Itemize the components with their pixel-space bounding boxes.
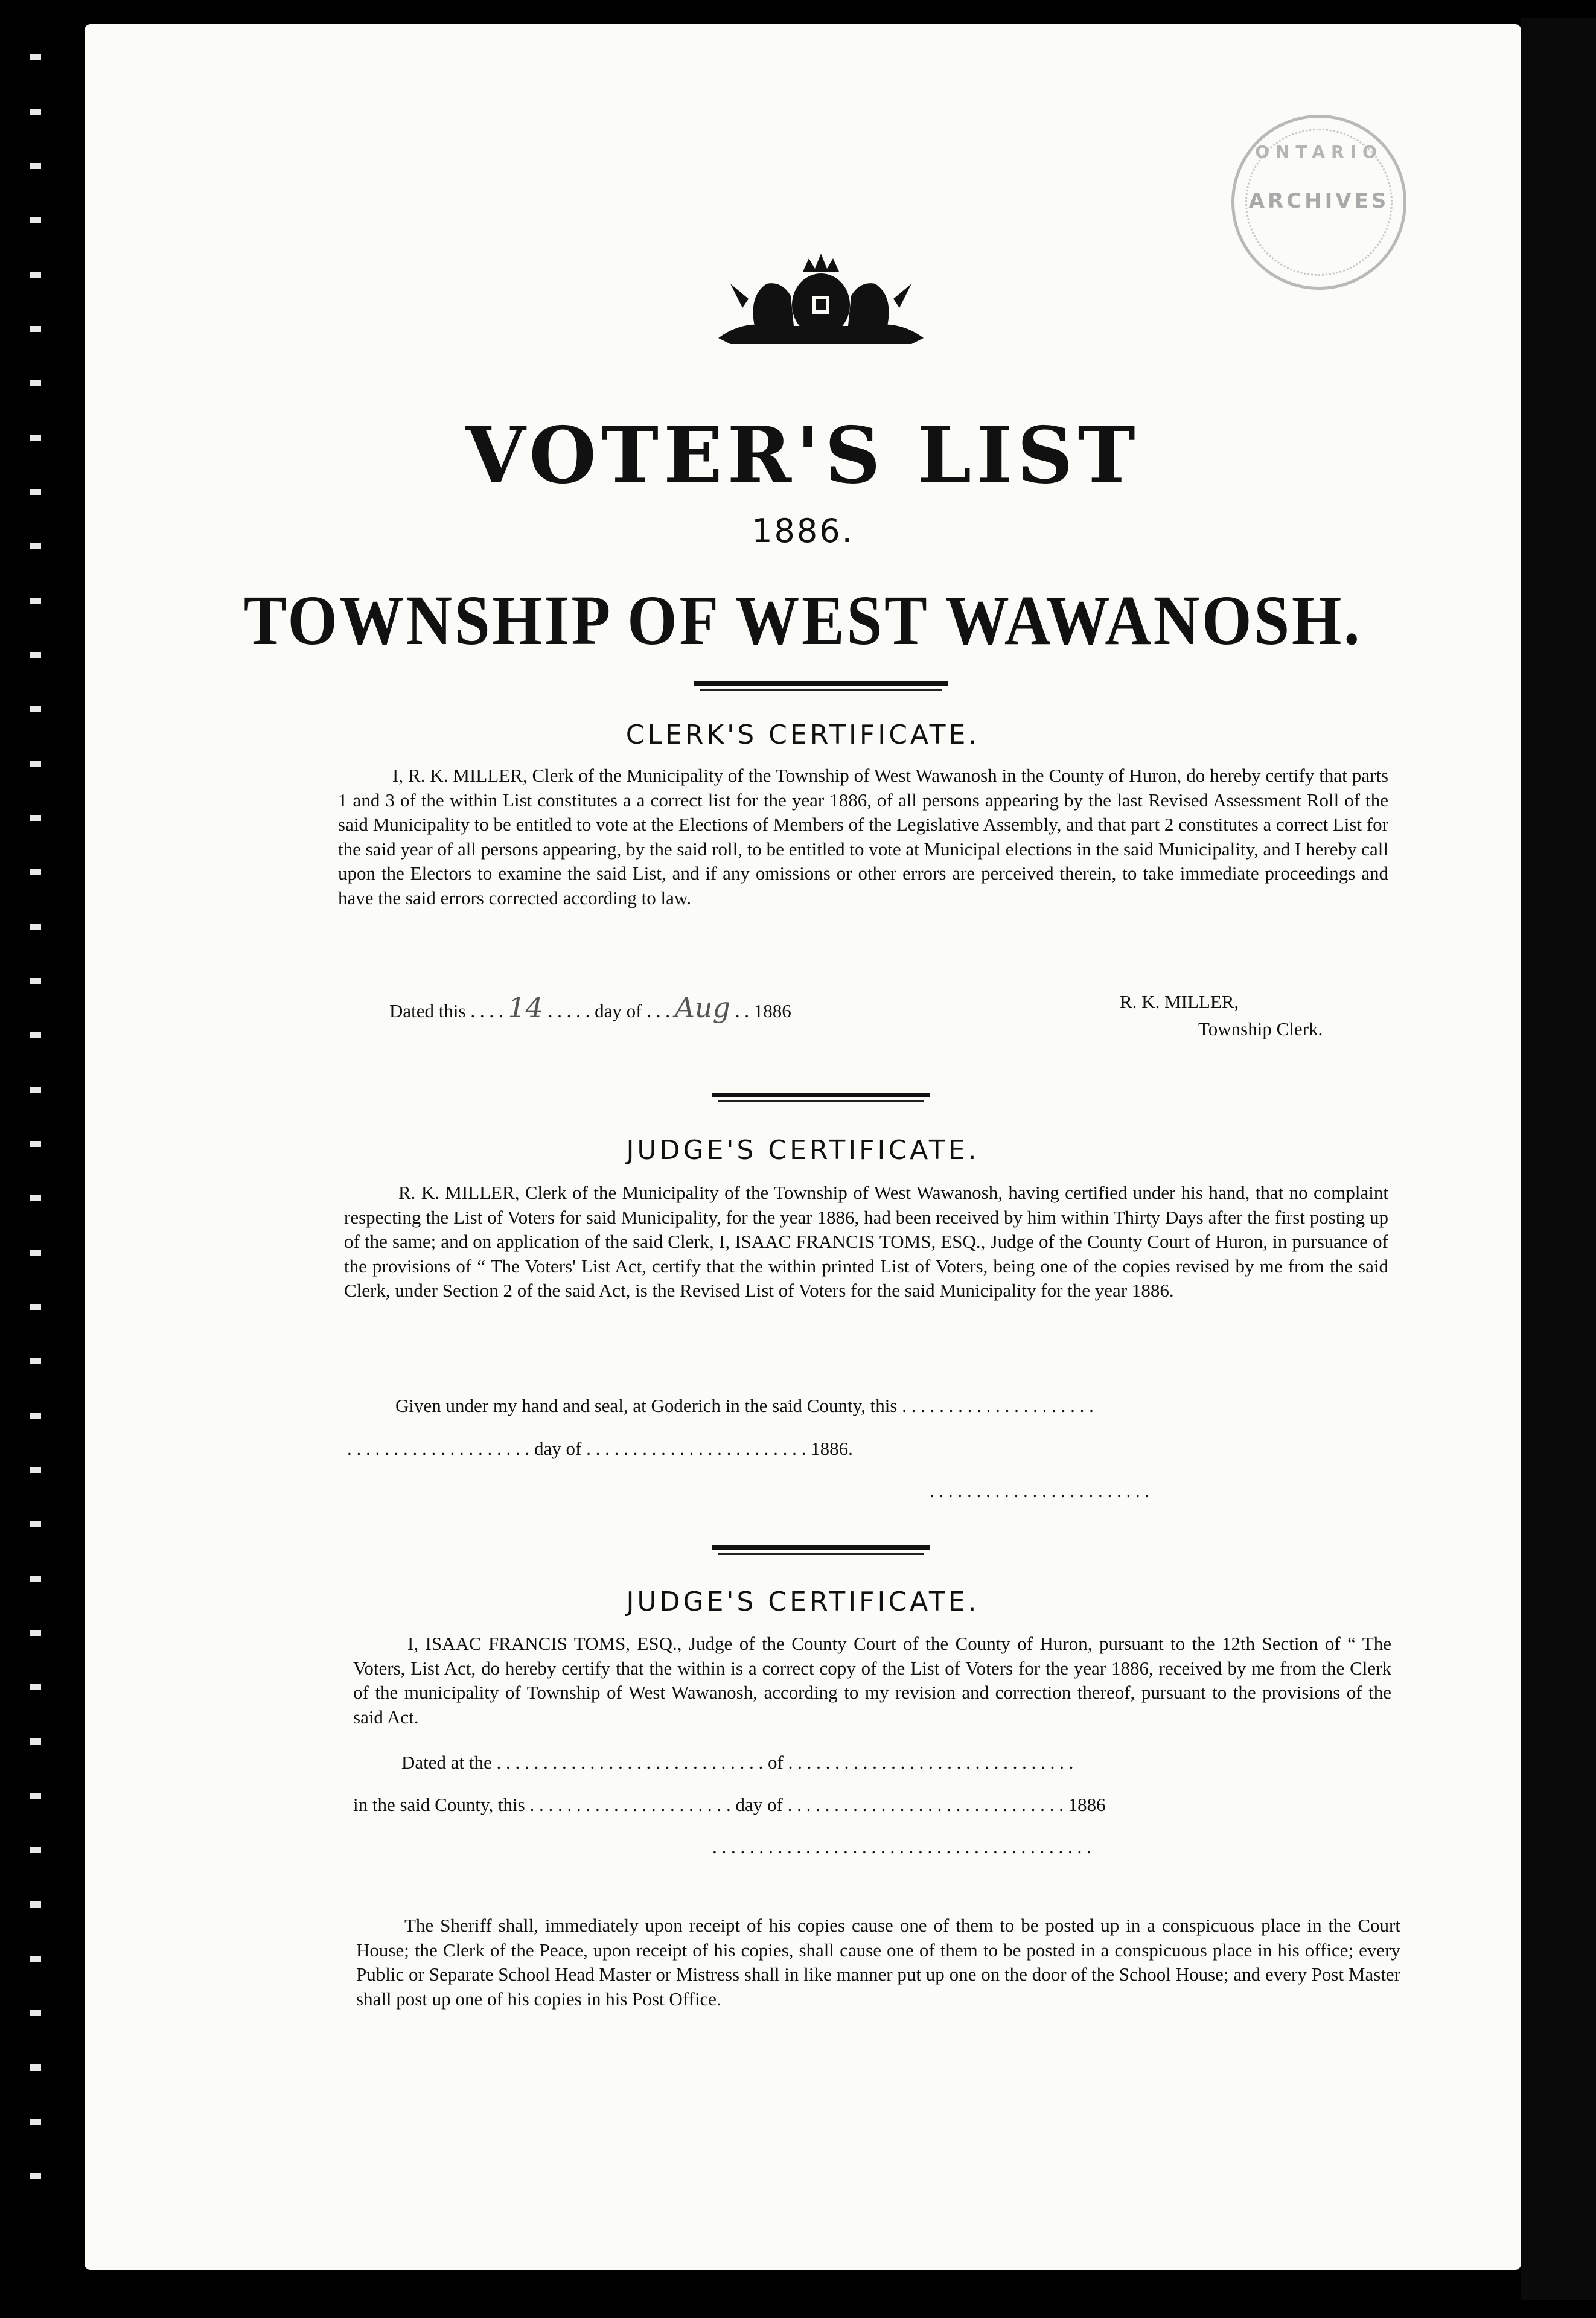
sheriff-notice-text: The Sheriff shall, immediately upon receipt of his copies cause one of them to be posted up in a conspicuous place in the Court House; the Clerk of the Peace, upon receipt of his copies, shall cause one of them to be posted in a conspicuous place in his office; every Public or Separate School Head Master or Mistress shall in like manner put up one on the door of the School House; and every Post Master shall post up one of his copies in his Post Office. (356, 1915, 1400, 2010)
clerk-certificate-text: I, R. K. MILLER, Clerk of the Municipality of the Township of West Wawanosh in the County of Huron, do hereby certify that parts 1 and 3 of the within List constitutes a a correct list for the year 1886, of all persons appearing by the last Revised Assessment Roll of the said Municipality to be entitled to vote at the Elections of Members of the Legislative Assembly, and that part 2 constitutes a correct List for the said year of all persons appearing, by the said roll, to be entitled to vote at Municipal elections in the said Municipality, and I hereby call upon the Electors to examine the said List, and if any omissions or other errors are perceived therein, to take immediate proceedings and have the said errors corrected according to law. (338, 765, 1388, 908)
film-edge (1521, 18, 1596, 2300)
divider (712, 1093, 930, 1097)
handwritten-month: Aug (674, 991, 730, 1024)
township-name: TOWNSHIP OF WEST WAWANOSH. (243, 581, 1362, 660)
judge-signature-line: . . . . . . . . . . . . . . . . . . . . . . . . (930, 1480, 1150, 1501)
judge-certificate-2-text: I, ISAAC FRANCIS TOMS, ESQ., Judge of the County Court of the County of Huron, pursuant to the 12th Section of “ The Voters, List Act, do hereby certify that the within is a correct copy of the List of Voters for the year 1886, received by me from the Clerk of the municipality of Township of West Wawanosh, according to my revision and correction thereof, pursuant to the provisions of the said Act. (353, 1633, 1391, 1728)
page-title: VOTER'S LIST (465, 410, 1140, 501)
clerk-certificate-heading: CLERK'S CERTIFICATE. (625, 720, 980, 750)
dated-at-line: Dated at the . . . . . . . . . . . . . . . . . . . . . . . . . . . . . of . . . . . . . . . . . . . . . . . . . . . . . . . . . . . . . (401, 1752, 1074, 1773)
judge-certificate-heading: JUDGE'S CERTIFICATE. (626, 1135, 980, 1166)
judge-certificate-2-heading: JUDGE'S CERTIFICATE. (626, 1586, 980, 1617)
handwritten-day: 14 (508, 991, 543, 1024)
judge-2-signature-line: . . . . . . . . . . . . . . . . . . . . . . . . . . . . . . . . . . . . . . . . . (712, 1836, 1091, 1857)
clerk-signature-title: Township Clerk. (1198, 1018, 1323, 1039)
clerk-signature-name: R. K. MILLER, (1120, 991, 1239, 1012)
royal-crest-icon (706, 247, 936, 350)
document-page (85, 24, 1521, 2270)
given-under-hand-line: Given under my hand and seal, at Goderich in the said County, this . . . . . . . . . . . . . . . . . . . . . (395, 1395, 1094, 1416)
film-perforations (0, 0, 85, 2318)
county-day-line: in the said County, this . . . . . . . . . . . . . . . . . . . . . . day of . . . . . . . . . . . . . . . . . . . . . . . . . . . . . . 1886 (353, 1794, 1106, 1815)
archives-stamp: ONTARIO ARCHIVES (1231, 115, 1406, 290)
divider (694, 681, 948, 686)
clerk-dated-line: Dated this . . . . 14 . . . . . day of . . . Aug . . 1886 (389, 991, 791, 1024)
divider (712, 1545, 930, 1550)
document-year: 1886. (752, 512, 854, 550)
judge-certificate-text: R. K. MILLER, Clerk of the Municipality of the Township of West Wawanosh, having certified under his hand, that no complaint respecting the List of Voters for said Municipality, for the year 1886, had been received by him within Thirty Days after the first posting up of the same; and on application of the said Clerk, I, ISAAC FRANCIS TOMS, ESQ., Judge of the County Court of Huron, in pursuance of the provisions of “ The Voters' List Act, certify that the within printed List of Voters, being one of the copies revised by me from the said Clerk, under Section 2 of the said Act, is the Revised List of Voters for the said Municipality for the year 1886. (344, 1182, 1388, 1301)
judge-day-line: . . . . . . . . . . . . . . . . . . . . day of . . . . . . . . . . . . . . . . . . . . . . . . 1886. (347, 1438, 853, 1459)
